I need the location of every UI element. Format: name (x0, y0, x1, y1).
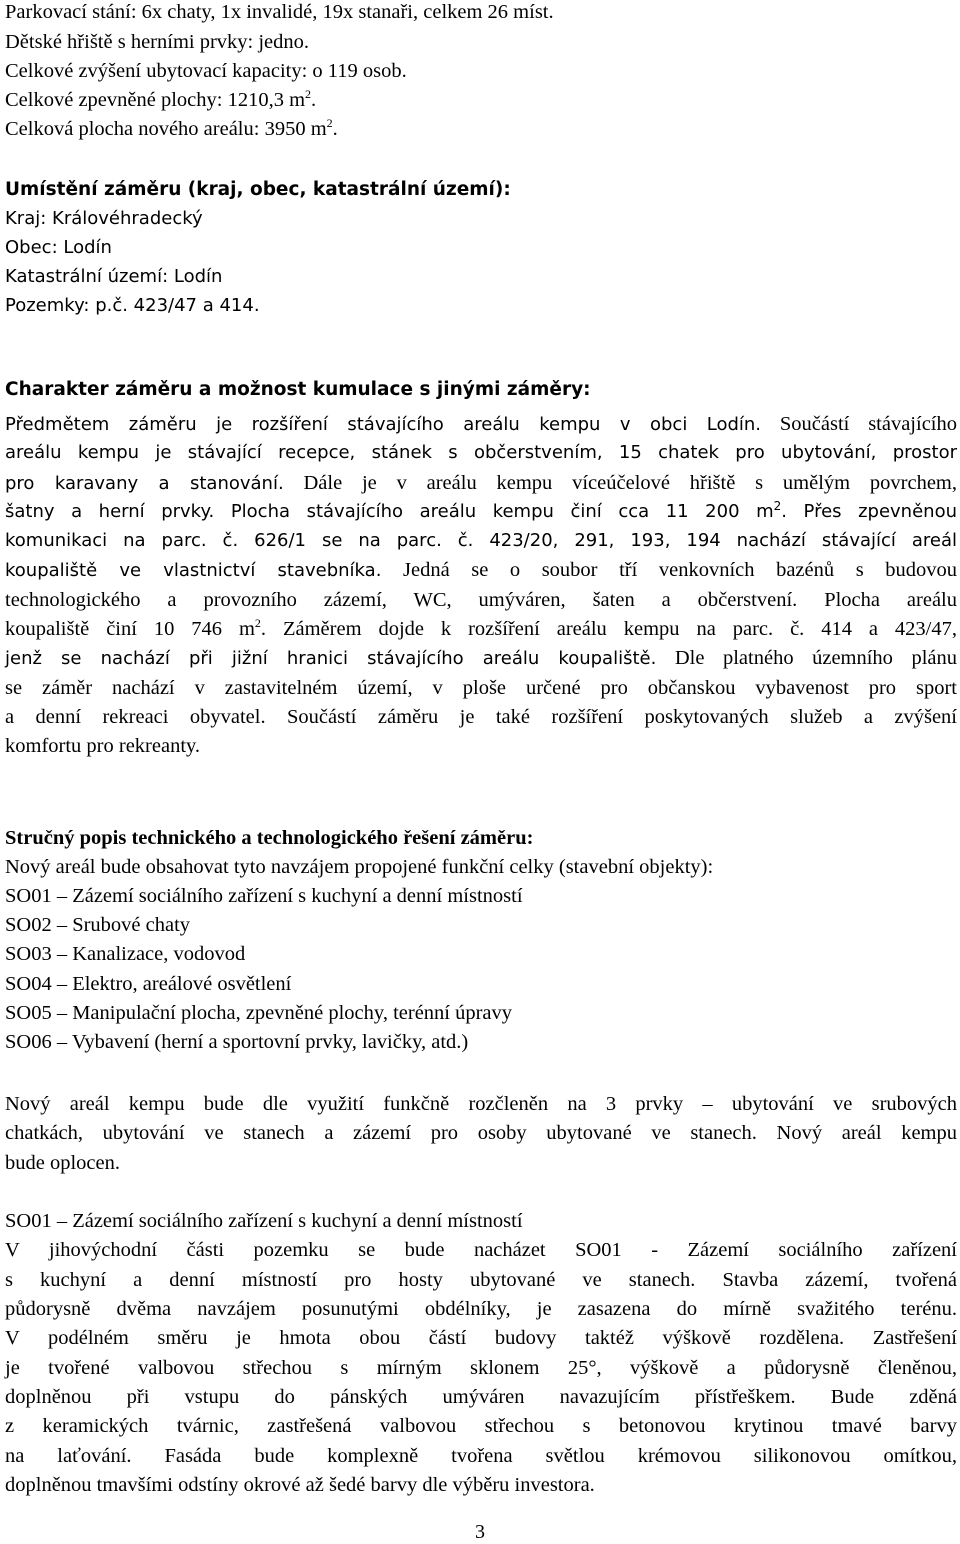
character-line: komunikaci na parc. č. 626/1 se na parc. č. 423/20, 291, 193, 194 nachází stávající areál (5, 530, 957, 551)
page-number: 3 (475, 1521, 485, 1543)
so01-line: je tvořené valbovou střechou s mírným sklonem 25°, výškově a půdorysně členěnou, (5, 1357, 957, 1379)
character-line: jenž se nachází při jižní hranici stávajícího areálu koupaliště. Dle platného územního plánu (5, 647, 957, 669)
character-line: Předmětem záměru je rozšíření stávajícího areálu kempu v obci Lodín. Součástí stávajícího (5, 413, 957, 435)
character-line: koupaliště ve vlastnictví stavebníka. Jedná se o soubor tří venkovních bazénů s budovou (5, 559, 957, 581)
character-line: šatny a herní prvky. Plocha stávajícího areálu kempu činí cca 11 200 $m^2$. Přes zpevněnou (5, 499, 957, 522)
layout-paragraph-line: Nový areál kempu bude dle využití funkčně rozčleněn na 3 prvky – ubytování ve srubových (5, 1093, 957, 1115)
paved-area-line: Celkové zpevněné plochy: 1210,3 $m^2$. (5, 87, 317, 111)
so01-title: SO01 – Zázemí sociálního zařízení s kuchyní a denní místností (5, 1210, 523, 1232)
so01-line: doplněnou tmavšími odstíny okrové až šedé barvy dle výběru investora. (5, 1474, 595, 1496)
so01-line: na laťování. Fasáda bude komplexně tvořena světlou krémovou silikonovou omítkou, (5, 1445, 957, 1467)
plots-line: Pozemky: p.č. 423/47 a 414. (5, 295, 260, 316)
so01-line: půdorysně dvěma navzájem posunutými obdélníky, je zasazena do mírně svažitého terénu. (5, 1298, 957, 1320)
layout-paragraph-line: bude oplocen. (5, 1152, 120, 1174)
character-heading: Charakter záměru a možnost kumulace s jinými záměry: (5, 379, 591, 400)
character-line: technologického a provozního zázemí, WC, umýváren, šaten a občerstvení. Plocha areálu (5, 589, 957, 611)
character-line: se záměr nachází v zastavitelném území, v ploše určené pro občanskou vybavenost pro sport (5, 677, 957, 699)
character-line: a denní rekreaci obyvatel. Součástí záměru je také rozšíření poskytovaných služeb a zvýšení (5, 706, 957, 728)
region-line: Kraj: Královéhradecký (5, 208, 203, 229)
so01-line: z keramických tvárnic, zastřešená valbovou střechou s betonovou krytinou tmavé barvy (5, 1415, 957, 1437)
object-item: SO02 – Srubové chaty (5, 914, 191, 936)
character-line: pro karavany a stanování. Dále je v areálu kempu víceúčelové hřiště s umělým povrchem, (5, 472, 957, 494)
object-item: SO05 – Manipulační plocha, zpevněné plochy, terénní úpravy (5, 1002, 513, 1024)
total-area-line: Celková plocha nového areálu: 3950 $m^2$. (5, 116, 338, 140)
technical-heading: Stručný popis technického a technologického řešení záměru: (5, 827, 534, 849)
location-heading: Umístění záměru (kraj, obec, katastrální území): (5, 179, 511, 200)
layout-paragraph-line: chatkách, ubytování ve stanech a zázemí pro osoby ubytované ve stanech. Nový areál kempu (5, 1122, 957, 1144)
character-line: komfortu pro rekreanty. (5, 735, 201, 757)
character-line: areálu kempu je stávající recepce, stánek s občerstvením, 15 chatek pro ubytování, prostor (5, 442, 957, 463)
so01-line: V jihovýchodní části pozemku se bude nacházet SO01 - Zázemí sociálního zařízení (5, 1239, 957, 1261)
object-item: SO03 – Kanalizace, vodovod (5, 943, 246, 965)
playground-line: Dětské hřiště s herními prvky: jedno. (5, 31, 310, 53)
so01-line: s kuchyní a denní místností pro hosty ubytované ve stanech. Stavba zázemí, tvořená (5, 1269, 957, 1291)
capacity-line: Celkové zvýšení ubytovací kapacity: o 119 osob. (5, 60, 407, 82)
parking-line: Parkovací stání: 6x chaty, 1x invalidé, 19x stanaři, celkem 26 míst. (5, 1, 554, 23)
object-item: SO06 – Vybavení (herní a sportovní prvky, lavičky, atd.) (5, 1031, 469, 1053)
object-item: SO04 – Elektro, areálové osvětlení (5, 973, 292, 995)
character-line: koupaliště činí 10 746 $m^2$. Záměrem dojde k rozšíření areálu kempu na parc. č. 414 a 423/47, (5, 616, 957, 640)
so01-line: V podélném směru je hmota obou částí budovy taktéž výškově rozdělena. Zastřešení (5, 1327, 957, 1349)
municipality-line: Obec: Lodín (5, 237, 112, 258)
object-item: SO01 – Zázemí sociálního zařízení s kuchyní a denní místností (5, 885, 523, 907)
cadastre-line: Katastrální území: Lodín (5, 266, 223, 287)
technical-intro: Nový areál bude obsahovat tyto navzájem propojené funkční celky (stavební objekty): (5, 856, 714, 878)
so01-line: doplněnou při vstupu do pánských umýváren navazujícím přístřeškem. Bude zděná (5, 1386, 957, 1408)
